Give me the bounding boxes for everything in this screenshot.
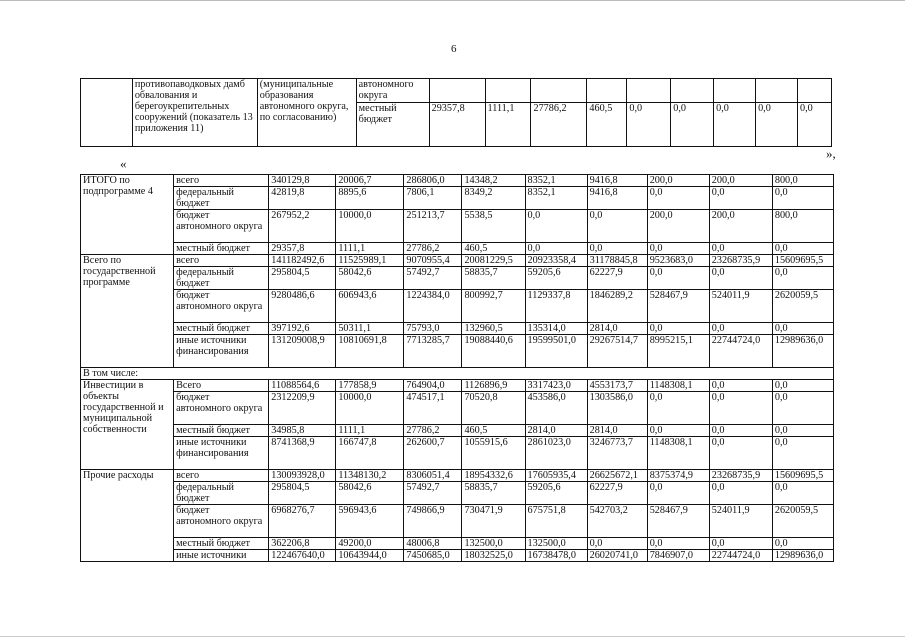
value-cell: 27786,2: [404, 425, 462, 437]
value-cell: 58042,6: [336, 482, 404, 505]
table-row: [81, 243, 834, 255]
value-cell: 11525989,1: [336, 255, 404, 267]
value-cell: 2814,0: [587, 323, 647, 335]
value-cell: 2814,0: [587, 425, 647, 437]
value-cell: 8375374,9: [647, 470, 709, 482]
value-cell: 14348,2: [462, 175, 525, 187]
value-cell: 29357,8: [269, 243, 336, 255]
value-cell: 57492,7: [404, 482, 462, 505]
value-cell: 0,0: [647, 392, 709, 425]
value-cell: 730471,9: [462, 505, 525, 538]
value-cell: 130093928,0: [269, 470, 336, 482]
value-cell: 1126896,9: [462, 380, 525, 392]
value-cell: 27786,2: [404, 243, 462, 255]
continuation-table: [80, 78, 832, 147]
group-label: Всего по государственной программе: [81, 255, 174, 368]
value-cell: 42819,8: [269, 187, 336, 210]
value-cell: 2620059,5: [772, 505, 833, 538]
group-label: Инвестиции в объекты государственной и муниципальной собственности: [81, 380, 174, 470]
table-row: [81, 380, 834, 392]
value-cell: 8995215,1: [647, 335, 709, 368]
value-cell: 295804,5: [269, 267, 336, 290]
value-cell: 122467640,0: [269, 550, 336, 562]
value-cell: 177858,9: [336, 380, 404, 392]
value-cell: 0,0: [647, 425, 709, 437]
value-cell: 0,0: [772, 392, 833, 425]
value-cell: 1148308,1: [647, 437, 709, 470]
value-cell: 749866,9: [404, 505, 462, 538]
value-cell: 474517,1: [404, 392, 462, 425]
value-cell: 3246773,7: [587, 437, 647, 470]
measure-name: противопаводковых дамб обвалования и берегоукрепительных сооружений (показатель 13 приложения 11): [132, 79, 257, 147]
value-cell: 57492,7: [404, 267, 462, 290]
value-cell: 15609695,5: [772, 255, 833, 267]
value-cell: 0,0: [772, 187, 833, 210]
value-cell: 135314,0: [525, 323, 587, 335]
source-label: бюджет автономного округа: [174, 290, 269, 323]
scan-edge-top: [0, 0, 905, 1]
source-label: федеральный бюджет: [174, 187, 269, 210]
value-cell: 1129337,8: [525, 290, 587, 323]
value-cell: 4553173,7: [587, 380, 647, 392]
value-cell: 19088440,6: [462, 335, 525, 368]
value-cell: 460,5: [462, 425, 525, 437]
executor: (муниципальные образования автономного округа, по согласованию): [257, 79, 356, 147]
value-cell: 9523683,0: [647, 255, 709, 267]
subheader: В том числе:: [81, 368, 834, 380]
value-cell: 19599501,0: [525, 335, 587, 368]
value-cell: 9416,8: [587, 175, 647, 187]
table-row: [81, 267, 834, 290]
table-row: [81, 425, 834, 437]
value-cell: 20923358,4: [525, 255, 587, 267]
source-label: бюджет автономного округа: [174, 505, 269, 538]
value-cell: 70520,8: [462, 392, 525, 425]
value-cell: 0,0: [709, 538, 772, 550]
source-label: всего: [174, 470, 269, 482]
value-cell: 0,0: [525, 243, 587, 255]
source-label: всего: [174, 175, 269, 187]
value-cell: 0,0: [797, 103, 831, 147]
value-cell: 1303586,0: [587, 392, 647, 425]
value-cell: 0,0: [772, 538, 833, 550]
page-number: 6: [451, 43, 457, 55]
source-label: местный бюджет: [174, 243, 269, 255]
source-label: местный бюджет: [174, 425, 269, 437]
value-cell: 23268735,9: [709, 255, 772, 267]
value-cell: 6968276,7: [269, 505, 336, 538]
table-row: [81, 550, 834, 562]
value-cell: 0,0: [772, 267, 833, 290]
source-label: местный бюджет: [356, 103, 429, 147]
value-cell: 0,0: [647, 323, 709, 335]
value-cell: 2814,0: [525, 425, 587, 437]
table-row: [81, 538, 834, 550]
source-label: бюджет автономного округа: [174, 210, 269, 243]
table-row: [81, 323, 834, 335]
value-cell: 200,0: [647, 210, 709, 243]
value-cell: 59205,6: [525, 267, 587, 290]
value-cell: 18032525,0: [462, 550, 525, 562]
value-cell: 2861023,0: [525, 437, 587, 470]
value-cell: 524011,9: [709, 505, 772, 538]
value-cell: 0,0: [709, 187, 772, 210]
value-cell: 49200,0: [336, 538, 404, 550]
group-label: ИТОГО по подпрограмме 4: [81, 175, 174, 255]
table-row: [81, 335, 834, 368]
value-cell: 606943,6: [336, 290, 404, 323]
table-row: [81, 210, 834, 243]
value-cell: 528467,9: [647, 505, 709, 538]
value-cell: 0,0: [647, 267, 709, 290]
value-cell: 524011,9: [709, 290, 772, 323]
value-cell: 286806,0: [404, 175, 462, 187]
value-cell: 0,0: [756, 103, 798, 147]
value-cell: 29267514,7: [587, 335, 647, 368]
source-label: автономного округа: [356, 79, 429, 103]
value-cell: 0,0: [647, 187, 709, 210]
value-cell: 7450685,0: [404, 550, 462, 562]
value-cell: 27786,2: [531, 103, 587, 147]
value-cell: 16738478,0: [525, 550, 587, 562]
value-cell: 453586,0: [525, 392, 587, 425]
value-cell: 58835,7: [462, 267, 525, 290]
value-cell: 8349,2: [462, 187, 525, 210]
value-cell: 340129,8: [269, 175, 336, 187]
source-label: федеральный бюджет: [174, 267, 269, 290]
value-cell: 800,0: [772, 175, 833, 187]
empty-cell: [81, 79, 133, 147]
value-cell: 800992,7: [462, 290, 525, 323]
value-cell: 1111,1: [485, 103, 531, 147]
value-cell: 397192,6: [269, 323, 336, 335]
finance-table: [80, 174, 834, 562]
value-cell: 2620059,5: [772, 290, 833, 323]
table-row: [81, 470, 834, 482]
value-cell: 8352,1: [525, 187, 587, 210]
value-cell: 0,0: [772, 437, 833, 470]
table-row: [81, 505, 834, 538]
value-cell: 0,0: [772, 380, 833, 392]
value-cell: 10000,0: [336, 210, 404, 243]
closing-quote: »,: [826, 146, 836, 161]
table-row: [81, 255, 834, 267]
value-cell: 1148308,1: [647, 380, 709, 392]
source-label: бюджет автономного округа: [174, 392, 269, 425]
value-cell: 1224384,0: [404, 290, 462, 323]
value-cell: 0,0: [709, 380, 772, 392]
value-cell: 10810691,8: [336, 335, 404, 368]
value-cell: 0,0: [709, 482, 772, 505]
value-cell: 9280486,6: [269, 290, 336, 323]
value-cell: 59205,6: [525, 482, 587, 505]
value-cell: 528467,9: [647, 290, 709, 323]
source-label: иные источники финансирования: [174, 335, 269, 368]
scan-edge-bottom: [0, 636, 905, 637]
value-cell: 34985,8: [269, 425, 336, 437]
value-cell: 131209008,9: [269, 335, 336, 368]
source-label: местный бюджет: [174, 323, 269, 335]
value-cell: 0,0: [709, 267, 772, 290]
table-row: [81, 437, 834, 470]
value-cell: 18954332,6: [462, 470, 525, 482]
value-cell: 0,0: [647, 482, 709, 505]
value-cell: 0,0: [714, 103, 756, 147]
value-cell: 132500,0: [525, 538, 587, 550]
value-cell: 0,0: [772, 323, 833, 335]
value-cell: 62227,9: [587, 482, 647, 505]
value-cell: 166747,8: [336, 437, 404, 470]
value-cell: 11348130,2: [336, 470, 404, 482]
table-row: [81, 290, 834, 323]
value-cell: 0,0: [772, 425, 833, 437]
value-cell: 9070955,4: [404, 255, 462, 267]
value-cell: 58835,7: [462, 482, 525, 505]
value-cell: 22744724,0: [709, 335, 772, 368]
opening-quote: «: [120, 156, 127, 171]
value-cell: 0,0: [525, 210, 587, 243]
value-cell: 26625672,1: [587, 470, 647, 482]
value-cell: 7846907,0: [647, 550, 709, 562]
source-label: иные источники финансирования: [174, 437, 269, 470]
value-cell: 0,0: [647, 243, 709, 255]
value-cell: 1055915,6: [462, 437, 525, 470]
value-cell: 200,0: [709, 175, 772, 187]
value-cell: 0,0: [772, 482, 833, 505]
table-row: [81, 482, 834, 505]
value-cell: 0,0: [709, 392, 772, 425]
source-label: всего: [174, 255, 269, 267]
value-cell: 0,0: [627, 103, 671, 147]
value-cell: 800,0: [772, 210, 833, 243]
value-cell: 62227,9: [587, 267, 647, 290]
value-cell: 5538,5: [462, 210, 525, 243]
value-cell: 10000,0: [336, 392, 404, 425]
value-cell: 675751,8: [525, 505, 587, 538]
value-cell: 1111,1: [336, 243, 404, 255]
value-cell: 26020741,0: [587, 550, 647, 562]
value-cell: 0,0: [587, 243, 647, 255]
source-label: иные источники: [174, 550, 269, 562]
value-cell: 362206,8: [269, 538, 336, 550]
value-cell: 132960,5: [462, 323, 525, 335]
value-cell: 75793,0: [404, 323, 462, 335]
value-cell: 0,0: [647, 538, 709, 550]
value-cell: 9416,8: [587, 187, 647, 210]
value-cell: 10643944,0: [336, 550, 404, 562]
value-cell: 0,0: [671, 103, 714, 147]
value-cell: 1111,1: [336, 425, 404, 437]
value-cell: 58042,6: [336, 267, 404, 290]
value-cell: 764904,0: [404, 380, 462, 392]
value-cell: 200,0: [709, 210, 772, 243]
value-cell: 17605935,4: [525, 470, 587, 482]
source-label: местный бюджет: [174, 538, 269, 550]
value-cell: 251213,7: [404, 210, 462, 243]
table-row: [81, 175, 834, 187]
value-cell: 22744724,0: [709, 550, 772, 562]
value-cell: 48006,8: [404, 538, 462, 550]
value-cell: 12989636,0: [772, 550, 833, 562]
value-cell: 542703,2: [587, 505, 647, 538]
value-cell: 7806,1: [404, 187, 462, 210]
table-row: [81, 392, 834, 425]
value-cell: 8352,1: [525, 175, 587, 187]
value-cell: 460,5: [462, 243, 525, 255]
value-cell: 132500,0: [462, 538, 525, 550]
value-cell: 12989636,0: [772, 335, 833, 368]
value-cell: 7713285,7: [404, 335, 462, 368]
value-cell: 460,5: [587, 103, 627, 147]
value-cell: 31178845,8: [587, 255, 647, 267]
value-cell: 0,0: [709, 243, 772, 255]
value-cell: 0,0: [587, 210, 647, 243]
value-cell: 0,0: [772, 243, 833, 255]
value-cell: 2312209,9: [269, 392, 336, 425]
value-cell: 15609695,5: [772, 470, 833, 482]
value-cell: 141182492,6: [269, 255, 336, 267]
value-cell: 23268735,9: [709, 470, 772, 482]
value-cell: 200,0: [647, 175, 709, 187]
value-cell: 0,0: [709, 437, 772, 470]
value-cell: 1846289,2: [587, 290, 647, 323]
value-cell: 267952,2: [269, 210, 336, 243]
value-cell: 8306051,4: [404, 470, 462, 482]
value-cell: 0,0: [587, 538, 647, 550]
group-label: Прочие расходы: [81, 470, 174, 562]
value-cell: 20081229,5: [462, 255, 525, 267]
table-row: [81, 187, 834, 210]
value-cell: 3317423,0: [525, 380, 587, 392]
value-cell: 295804,5: [269, 482, 336, 505]
value-cell: 29357,8: [429, 103, 485, 147]
source-label: Всего: [174, 380, 269, 392]
value-cell: 8895,6: [336, 187, 404, 210]
value-cell: 11088564,6: [269, 380, 336, 392]
value-cell: 8741368,9: [269, 437, 336, 470]
value-cell: 20006,7: [336, 175, 404, 187]
value-cell: 596943,6: [336, 505, 404, 538]
value-cell: 0,0: [709, 323, 772, 335]
source-label: федеральный бюджет: [174, 482, 269, 505]
value-cell: 0,0: [709, 425, 772, 437]
value-cell: 262600,7: [404, 437, 462, 470]
value-cell: 50311,1: [336, 323, 404, 335]
